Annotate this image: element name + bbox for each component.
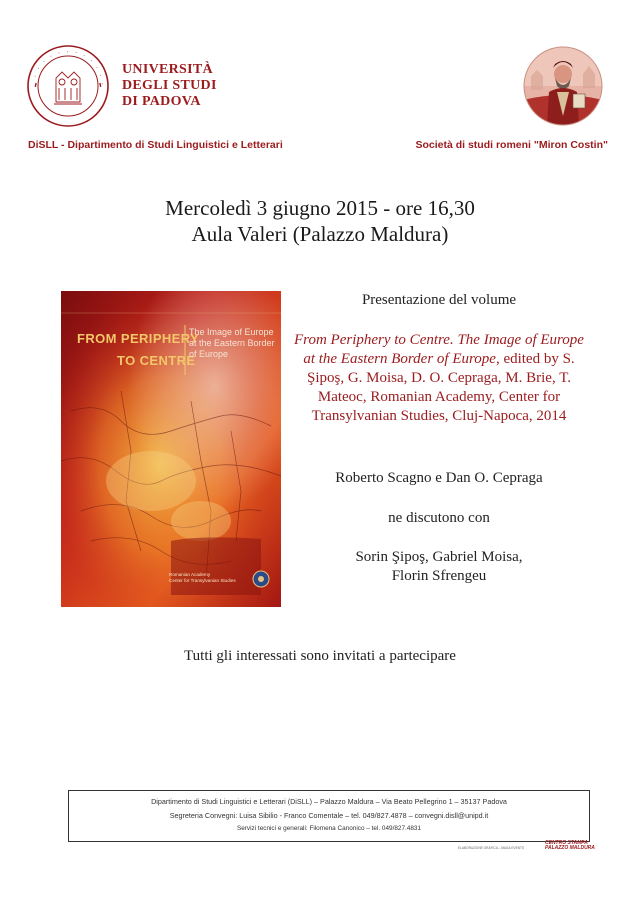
cover-publisher-line: Romanian Academy	[169, 572, 211, 577]
cover-title-line1: FROM PERIPHERY	[77, 331, 200, 346]
cover-publisher-line: Center for Transylvanian Studies	[169, 578, 236, 583]
society-name: Società di studi romeni "Miron Costin"	[415, 139, 608, 151]
footer-address: Dipartimento di Studi Linguistici e Letterari (DiSLL) – Palazzo Maldura – Via Beato Pellegrino 1 – 35137 Padova	[151, 797, 507, 806]
presentation-label: Presentazione del volume	[361, 292, 517, 308]
miron-costin-portrait-icon	[523, 46, 603, 126]
event-place: Aula Valeri (Palazzo Maldura)	[191, 222, 449, 246]
print-center-logo-line1: CENTRO STAMPA	[545, 840, 588, 846]
guests	[294, 548, 584, 586]
university-name-line2: DEGLI STUDI	[122, 78, 217, 93]
invitation-text: Tutti gli interessati sono invitati a partecipare	[184, 648, 456, 664]
cover-publisher	[169, 572, 255, 584]
print-center-logo-line2: PALAZZO MALDURA	[545, 845, 595, 851]
footer-credit: ELABORAZIONE GRAFICA – MAGA EVENTS	[458, 846, 525, 850]
cover-title-line2: TO CENTRE	[117, 353, 196, 368]
footer-services: Servizi tecnici e generali: Filomena Canonico – tel. 049/827.4831	[236, 825, 422, 832]
print-center-logo	[545, 841, 595, 851]
cover-subtitle	[189, 327, 277, 360]
presenters: Roberto Scagno e Dan O. Cepraga	[335, 470, 543, 486]
discussion-label: ne discutono con	[388, 510, 490, 526]
university-name-line1: UNIVERSITÀ	[122, 62, 213, 77]
university-name	[122, 62, 217, 110]
book-reference	[294, 331, 584, 426]
book-details: , edited by S. Şipoş, G. Moisa, D. O. Cepraga, M. Brie, T. Mateoc, Romanian Academy, Center for Transylvanian Studies, Cluj-Napoca, 2014	[306, 351, 575, 424]
guests-line2: Florin Sfrengeu	[391, 568, 487, 584]
cover-subtitle-line: at the Eastern Border	[189, 338, 275, 348]
cover-subtitle-line: The Image of Europe	[189, 327, 274, 337]
guests-line1: Sorin Şipoş, Gabriel Moisa,	[355, 549, 523, 565]
cover-subtitle-line: of Europe	[189, 349, 229, 359]
footer-contact-box	[68, 790, 590, 842]
svg-text:· · · · · · · · · · · ·: · · · · · · · · · · · ·	[31, 47, 107, 88]
book-title: From Periphery to Centre. The Image of Europe at the Eastern Border of Europe	[294, 332, 584, 367]
university-name-line3: DI PADOVA	[122, 94, 201, 109]
book-cover	[61, 291, 281, 607]
department-name: DiSLL - Dipartimento di Studi Linguistici e Letterari	[28, 139, 283, 151]
event-date-time: Mercoledì 3 giugno 2015 - ore 16,30	[165, 196, 475, 220]
footer-secretariat: Segreteria Convegni: Luisa Sibilio - Franco Comentale – tel. 049/827.4878 – convegni.disll@unipd.it	[169, 811, 489, 820]
university-seal-icon	[26, 44, 110, 128]
